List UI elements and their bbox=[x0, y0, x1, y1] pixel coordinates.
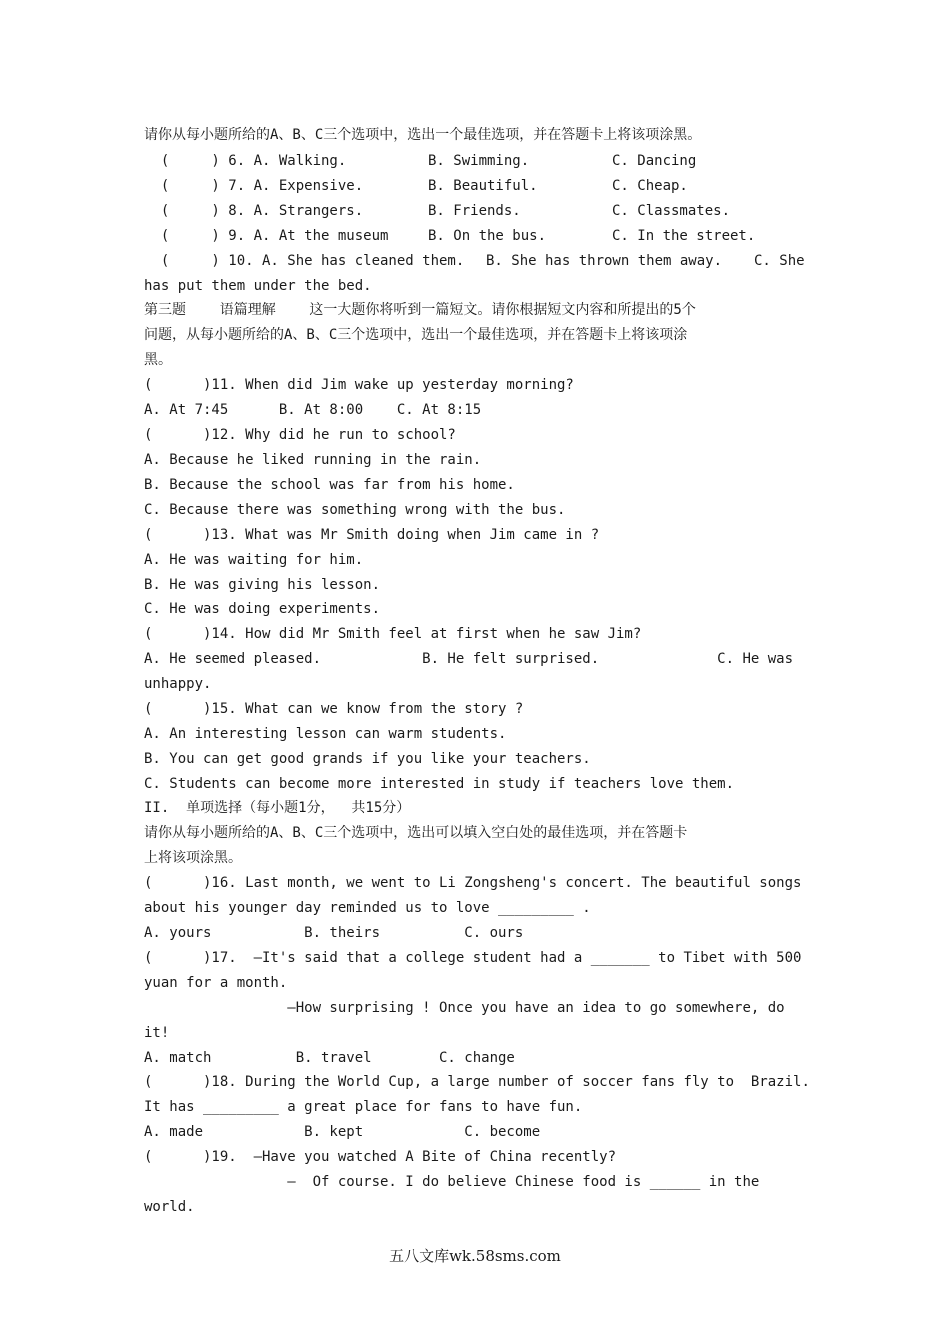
question-15-option-a: A. An interesting lesson can warm students. bbox=[144, 726, 507, 742]
question-14-options-continued: unhappy. bbox=[144, 676, 212, 692]
question-13-option-a: A. He was waiting for him. bbox=[144, 552, 364, 568]
question-7 bbox=[144, 174, 810, 199]
question-16-continued: about his younger day reminded us to love _________ . bbox=[144, 900, 591, 916]
question-13-option-c: C. He was doing experiments. bbox=[144, 601, 381, 617]
question-10 bbox=[144, 249, 810, 274]
question-8 bbox=[144, 199, 810, 224]
question-15: ( )15. What can we know from the story ? bbox=[144, 701, 524, 717]
question-17-continued: yuan for a month. bbox=[144, 975, 288, 991]
question-18-options: A. made B. kept C. become bbox=[144, 1124, 541, 1140]
question-18: ( )18. During the World Cup, a large number of soccer fans fly to Brazil. bbox=[144, 1074, 810, 1090]
question-17-reply-end: it! bbox=[144, 1025, 170, 1041]
question-19-reply: — Of course. I do believe Chinese food is ______ in the bbox=[144, 1174, 760, 1190]
footer-watermark: 五八文库wk.58sms.com bbox=[389, 1247, 561, 1265]
section-three-heading: 第三题 语篇理解 这一大题你将听到一篇短文。请你根据短文内容和所提出的5个 bbox=[144, 302, 696, 318]
question-9 bbox=[144, 224, 810, 249]
question-19: ( )19. —Have you watched A Bite of China recently? bbox=[144, 1149, 617, 1165]
question-7-option-b: B. Beautiful. bbox=[428, 178, 538, 194]
question-17-options: A. match B. travel C. change bbox=[144, 1050, 515, 1066]
question-18-continued: It has _________ a great place for fans to have fun. bbox=[144, 1099, 583, 1115]
question-12-option-a: A. Because he liked running in the rain. bbox=[144, 452, 482, 468]
question-6-option-c: C. Dancing bbox=[612, 153, 697, 169]
question-15-option-c: C. Students can become more interested in study if teachers love them. bbox=[144, 776, 735, 792]
section-two-instruction-end: 上将该项涂黑。 bbox=[144, 850, 242, 866]
question-14: ( )14. How did Mr Smith feel at first when he saw Jim? bbox=[144, 626, 642, 642]
question-17-reply: —How surprising ! Once you have an idea to go somewhere, do bbox=[144, 1000, 785, 1016]
question-14-options: A. He seemed pleased. B. He felt surprised. C. He was bbox=[144, 651, 794, 667]
section-two-heading: II. 单项选择（每小题1分， 共15分） bbox=[144, 800, 411, 816]
question-12-option-c: C. Because there was something wrong with the bus. bbox=[144, 502, 566, 518]
question-10-option-b: B. She has thrown them away. bbox=[486, 253, 723, 269]
question-8-option-a: ( ) 8. A. Strangers. bbox=[144, 203, 364, 219]
question-9-option-b: B. On the bus. bbox=[428, 228, 547, 244]
instruction-line: 请你从每小题所给的A、B、C三个选项中，选出一个最佳选项，并在答题卡上将该项涂黑。 bbox=[144, 127, 702, 143]
section-three-instruction: 问题，从每小题所给的A、B、C三个选项中，选出一个最佳选项，并在答题卡上将该项涂 bbox=[144, 327, 688, 343]
question-8-option-c: C. Classmates. bbox=[612, 203, 731, 219]
question-6 bbox=[144, 149, 810, 174]
question-13: ( )13. What was Mr Smith doing when Jim came in ? bbox=[144, 527, 600, 543]
question-7-option-a: ( ) 7. A. Expensive. bbox=[144, 178, 364, 194]
question-9-option-c: C. In the street. bbox=[612, 228, 756, 244]
question-12: ( )12. Why did he run to school? bbox=[144, 427, 456, 443]
question-10-option-c: C. She bbox=[754, 253, 805, 269]
question-11-options: A. At 7:45 B. At 8:00 C. At 8:15 bbox=[144, 402, 482, 418]
question-19-reply-end: world. bbox=[144, 1199, 195, 1215]
question-16: ( )16. Last month, we went to Li Zongsheng's concert. The beautiful songs bbox=[144, 875, 802, 891]
question-6-option-b: B. Swimming. bbox=[428, 153, 530, 169]
question-16-options: A. yours B. theirs C. ours bbox=[144, 925, 524, 941]
question-7-option-c: C. Cheap. bbox=[612, 178, 688, 194]
question-6-option-a: ( ) 6. A. Walking. bbox=[144, 153, 347, 169]
question-11: ( )11. When did Jim wake up yesterday morning? bbox=[144, 377, 574, 393]
section-three-instruction-end: 黑。 bbox=[144, 352, 172, 368]
question-13-option-b: B. He was giving his lesson. bbox=[144, 577, 381, 593]
question-12-option-b: B. Because the school was far from his home. bbox=[144, 477, 515, 493]
question-15-option-b: B. You can get good grands if you like your teachers. bbox=[144, 751, 591, 767]
section-two-instruction: 请你从每小题所给的A、B、C三个选项中，选出可以填入空白处的最佳选项，并在答题卡 bbox=[144, 825, 688, 841]
question-10-option-a: ( ) 10. A. She has cleaned them. bbox=[144, 253, 465, 269]
question-17: ( )17. —It's said that a college student had a _______ to Tibet with 500 bbox=[144, 950, 802, 966]
question-10-continued: has put them under the bed. bbox=[144, 278, 372, 294]
question-9-option-a: ( ) 9. A. At the museum bbox=[144, 228, 389, 244]
question-8-option-b: B. Friends. bbox=[428, 203, 521, 219]
